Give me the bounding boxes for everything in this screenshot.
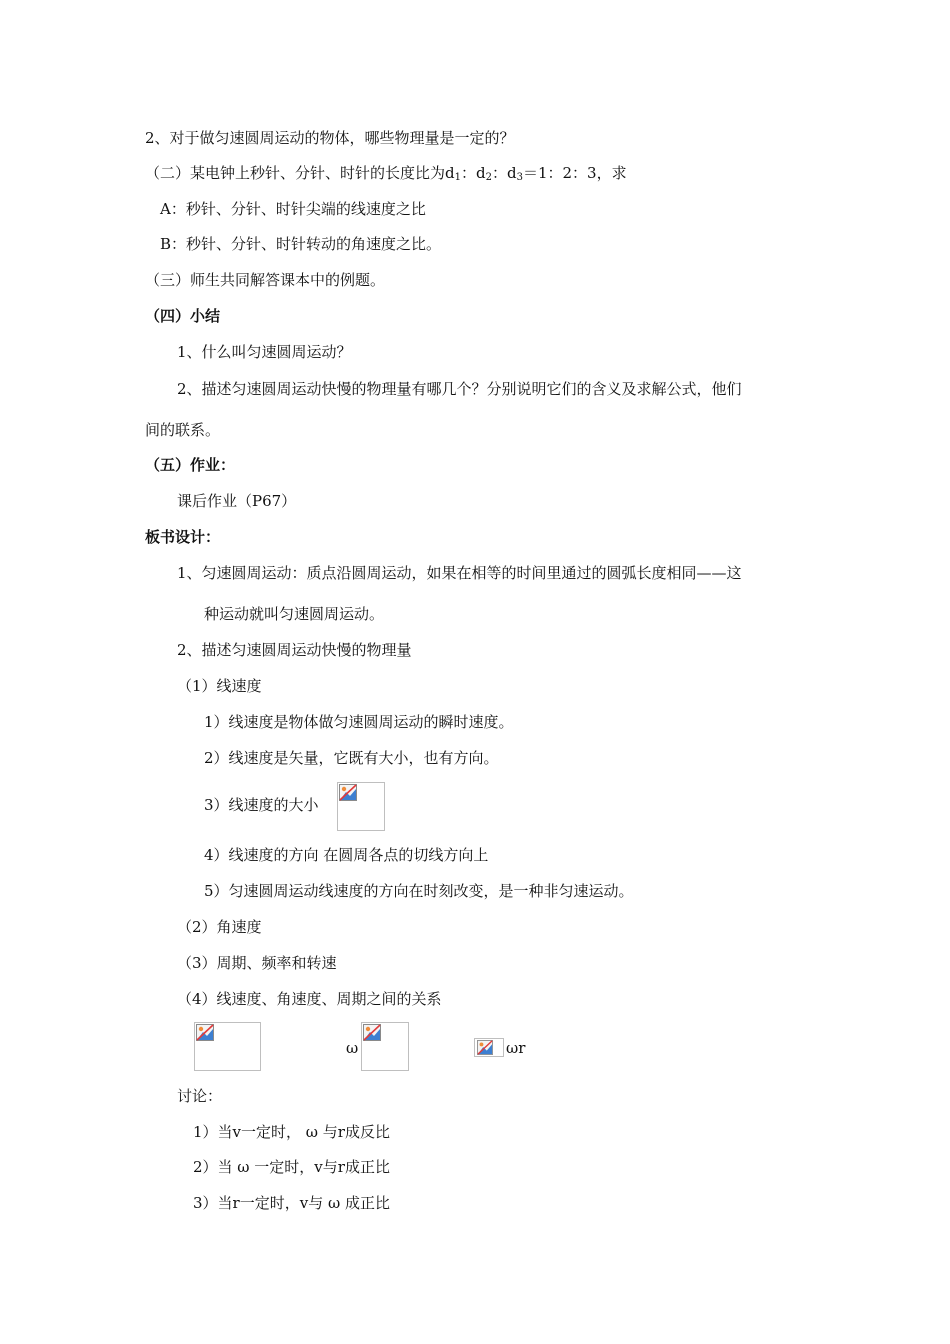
text-part: ：d [491,164,517,182]
text-part: （二）某电钟上秒针、分针、时针的长度比为d [145,164,455,182]
point-1-linear-velocity: （1）线速度 [177,677,262,695]
broken-image-icon [339,784,357,801]
subscript: 1 [454,172,461,183]
point-1-1: 1）线速度是物体做匀速圆周运动的瞬时速度。 [204,713,514,731]
board-item-2: 2、描述匀速圆周运动快慢的物理量 [177,641,412,659]
homework: 课后作业（P67） [177,492,297,510]
section-3: （三）师生共同解答课本中的例题。 [145,271,386,289]
board-item-1: 1、匀速圆周运动：质点沿圆周运动，如果在相等的时间里通过的圆弧长度相同——这 [177,564,742,582]
subscript: 2 [485,172,492,183]
discussion-1: 1）当v一定时， ω 与r成反比 [193,1123,390,1141]
summary-1: 1、什么叫匀速圆周运动？ [177,343,352,361]
broken-image-icon [196,1024,214,1041]
point-4-relation: （4）线速度、角速度、周期之间的关系 [177,990,442,1008]
section-2-clock [145,163,627,188]
text-part: ＝1：2：3，求 [522,164,627,182]
broken-image-icon [476,1040,494,1055]
omega-symbol: ω [346,1039,359,1057]
point-2-angular-velocity: （2）角速度 [177,918,262,936]
discussion-3: 3）当r一定时，v与 ω 成正比 [193,1194,390,1212]
formula-image [194,1022,261,1071]
omega-r: ωr [506,1039,526,1057]
text-part: ：d [460,164,486,182]
broken-image-icon [363,1024,381,1041]
board-item-1-cont: 种运动就叫匀速圆周运动。 [204,605,385,623]
item-b: B：秒针、分针、时针转动的角速度之比。 [160,235,442,253]
formula-image-small [474,1038,504,1057]
discussion-2: 2）当 ω 一定时，v与r成正比 [193,1158,390,1176]
discussion-heading: 讨论： [177,1087,223,1105]
summary-2-cont: 间的联系。 [145,421,221,439]
point-1-2: 2）线速度是矢量，它既有大小，也有方向。 [204,749,499,767]
formula-image [337,782,385,831]
section-5-heading: （五）作业： [145,456,236,474]
point-1-5: 5）匀速圆周运动线速度的方向在时刻改变，是一种非匀速运动。 [204,882,634,900]
question-2: 2、对于做匀速圆周运动的物体，哪些物理量是一定的？ [145,129,515,147]
point-3-period: （3）周期、频率和转速 [177,954,337,972]
point-1-4: 4）线速度的方向 在圆周各点的切线方向上 [204,846,489,864]
formula-image [361,1022,409,1071]
section-4-heading: （四）小结 [145,307,221,325]
item-a: A：秒针、分针、时针尖端的线速度之比 [160,200,426,218]
point-1-3: 3）线速度的大小 [204,796,319,814]
board-design-heading: 板书设计： [145,528,221,546]
subscript: 3 [516,172,523,183]
summary-2: 2、描述匀速圆周运动快慢的物理量有哪几个？分别说明它们的含义及求解公式，他们 [177,380,742,398]
